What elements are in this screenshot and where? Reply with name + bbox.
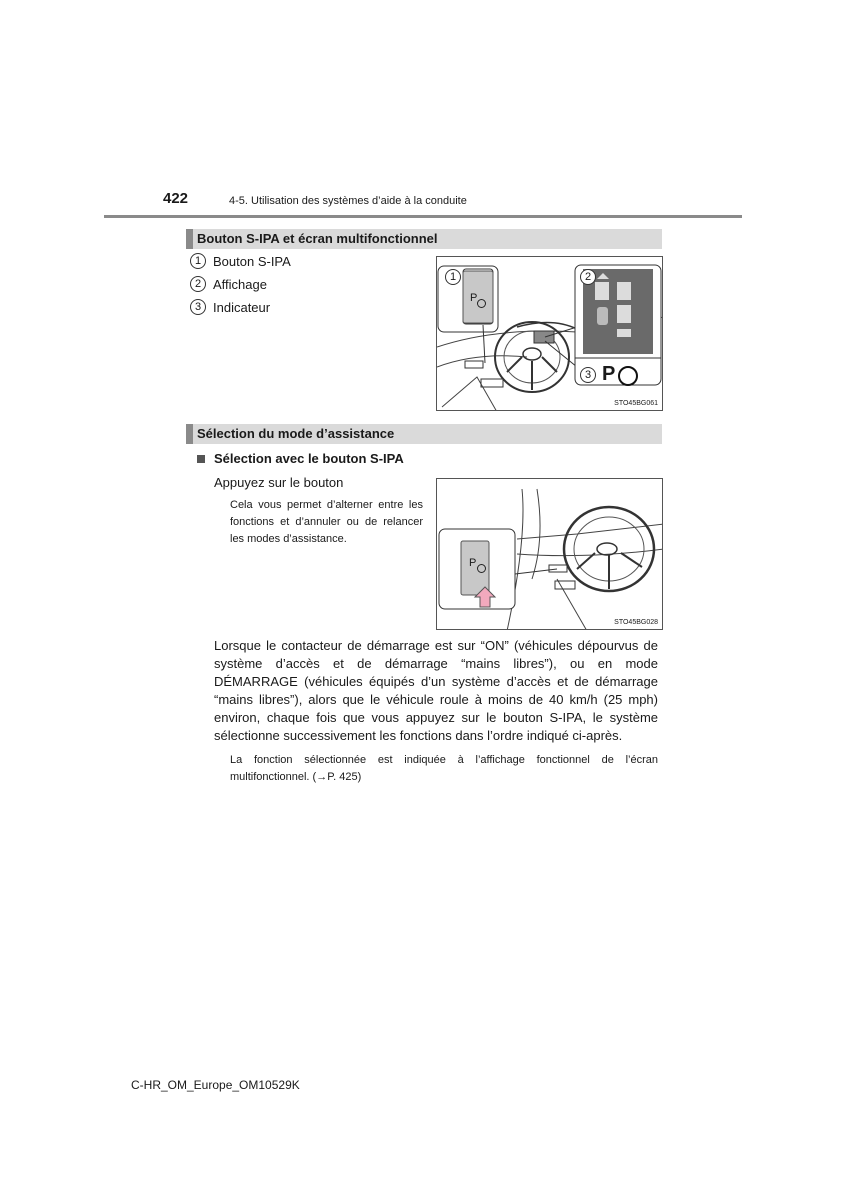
button-p-label: P xyxy=(470,292,478,304)
list-item-label: Indicateur xyxy=(213,299,271,315)
main-paragraph: Lorsque le contacteur de démarrage est sur “ON” (véhicules dépourvus de système d’accès et de démarrage “mains libres”), ou en mode DÉMARRAGE (véhicules équipés d’un système d’accès et de démarrage “mains libres”), alors que le véhicule roule à moins de 40 km/h (25 mph) environ, chaque fois que vous appuyez sur le bouton S-IPA, le système sélectionne successivement les fonctions dans l’ordre indiqué ci-après. xyxy=(214,638,658,743)
list-item xyxy=(190,253,291,269)
steering-wheel-icon xyxy=(618,366,638,386)
chapter-title: 4-5. Utilisation des systèmes d’aide à la conduite xyxy=(229,195,467,207)
section-heading-button-display: Bouton S-IPA et écran multifonctionnel xyxy=(186,229,662,249)
list-item-label: Bouton S-IPA xyxy=(213,253,291,269)
footnote: La fonction sélectionnée est indiquée à l’affichage fonctionnel de l’écran multifonctionnel. (→P. 425) xyxy=(230,754,658,783)
figure-code: STO45BG028 xyxy=(614,619,658,626)
header-rule xyxy=(104,215,742,218)
dashboard-illustration xyxy=(436,256,663,411)
callout-2-marker: 2 xyxy=(580,269,596,285)
bullet-square-icon xyxy=(197,455,205,463)
instruction-note: Cela vous permet d’alterner entre les fonctions et d’annuler ou de relancer les modes d’assistance. xyxy=(230,499,423,545)
dashboard-drawing xyxy=(437,257,663,411)
subsection-title: Sélection avec le bouton S-IPA xyxy=(214,451,404,466)
document-id: C-HR_OM_Europe_OM10529K xyxy=(131,1078,300,1092)
section-heading-assist-mode: Sélection du mode d’assistance xyxy=(186,424,662,444)
instruction-text: Appuyez sur le bouton xyxy=(214,475,344,490)
subsection-heading xyxy=(197,451,404,466)
callout-number: 3 xyxy=(190,299,206,315)
callout-number: 2 xyxy=(190,276,206,292)
indicator-p-label: P xyxy=(602,363,616,385)
list-item xyxy=(190,276,267,292)
parking-assist-icon xyxy=(477,564,486,573)
callout-number: 1 xyxy=(190,253,206,269)
button-p-label: P xyxy=(469,557,477,569)
figure-code: STO45BG061 xyxy=(614,400,658,407)
callout-1-marker: 1 xyxy=(445,269,461,285)
button-press-illustration xyxy=(436,478,663,630)
button-press-drawing xyxy=(437,479,663,630)
page-number: 422 xyxy=(163,190,189,207)
list-item xyxy=(190,299,270,315)
steering-wheel-icon xyxy=(564,507,654,591)
list-item-label: Affichage xyxy=(213,276,267,292)
parking-assist-icon xyxy=(477,299,486,308)
callout-3-marker: 3 xyxy=(580,367,596,383)
